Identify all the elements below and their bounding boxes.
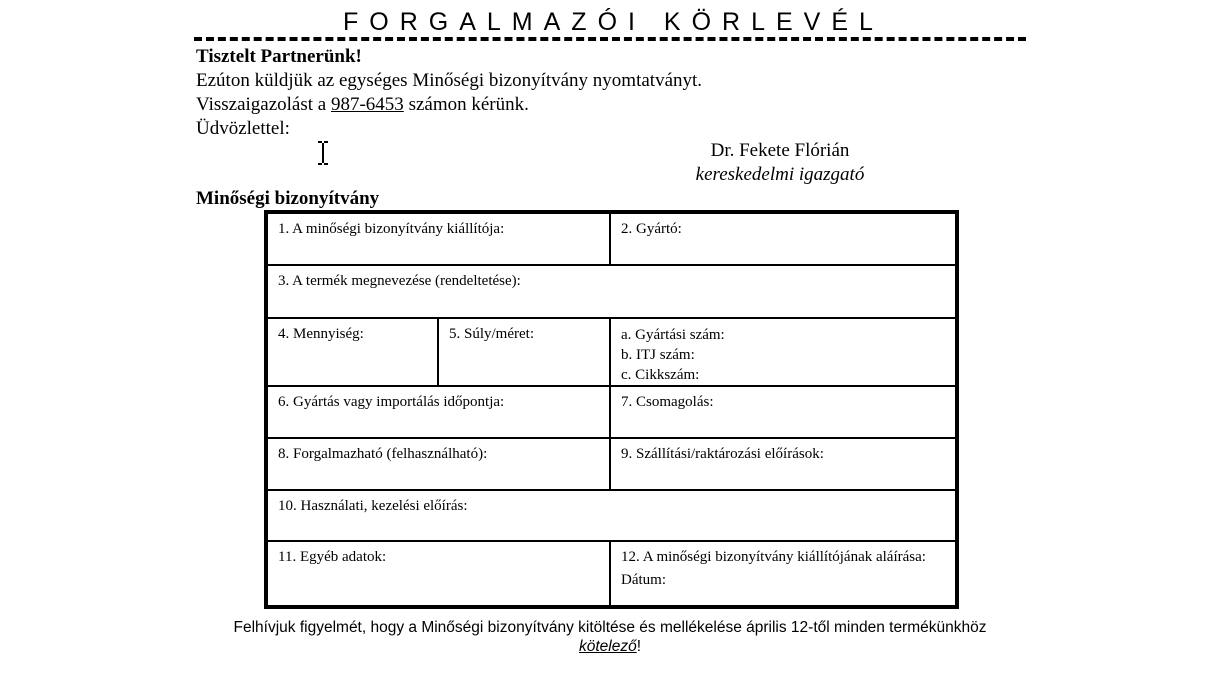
field-weight-size: 5. Súly/méret: bbox=[438, 318, 610, 386]
field-usage-instructions: 10. Használati, kezelési előírás: bbox=[266, 490, 957, 541]
signatory-name: Dr. Fekete Flórián bbox=[710, 140, 850, 161]
letter-line-2-prefix: Visszaigazolást a bbox=[196, 94, 331, 115]
field-manufacturer: 2. Gyártó: bbox=[610, 212, 957, 265]
letter-body bbox=[196, 45, 896, 141]
signatory-role: kereskedelmi igazgató bbox=[695, 164, 865, 185]
field-item-number: c. Cikkszám: bbox=[621, 367, 700, 383]
field-marketable: 8. Forgalmazható (felhasználható): bbox=[266, 438, 610, 490]
field-product-name: 3. A termék megnevezése (rendeltetése): bbox=[266, 265, 957, 318]
letter-line-2-suffix: számon kérünk. bbox=[403, 94, 529, 115]
header-divider bbox=[194, 37, 1026, 41]
field-packaging: 7. Csomagolás: bbox=[610, 386, 957, 438]
field-date: Dátum: bbox=[621, 572, 667, 588]
field-production-date: 6. Gyártás vagy importálás időpontja: bbox=[266, 386, 610, 438]
signature-block bbox=[650, 139, 910, 187]
letter-closing: Üdvözlettel: bbox=[196, 118, 290, 139]
notice-end: ! bbox=[636, 638, 642, 655]
field-identifiers bbox=[610, 318, 957, 386]
text-cursor-icon bbox=[316, 140, 330, 166]
letter-line-1: Ezúton küldjük az egységes Minőségi bizonyítvány nyomtatványt. bbox=[196, 70, 703, 91]
notice-line-1: Felhívjuk figyelmét, hogy a Minőségi bizonyítvány kitöltése és mellékelése április 12-től minden termékünkhöz bbox=[233, 619, 987, 636]
page-title: FORGALMAZÓI KÖRLEVÉL bbox=[343, 8, 884, 36]
field-itj-number: b. ITJ szám: bbox=[621, 347, 695, 363]
notice-text bbox=[190, 618, 1030, 656]
field-shipping-storage: 9. Szállítási/raktározási előírások: bbox=[610, 438, 957, 490]
notice-line-2 bbox=[190, 637, 1030, 656]
certificate-form bbox=[264, 210, 959, 609]
certificate-title: Minőségi bizonyítvány bbox=[196, 188, 380, 209]
letter-line-2 bbox=[196, 93, 896, 117]
notice-emphasis: kötelező bbox=[578, 638, 637, 655]
phone-number: 987-6453 bbox=[330, 94, 404, 115]
field-quantity: 4. Mennyiség: bbox=[266, 318, 438, 386]
field-signature-label: 12. A minőségi bizonyítvány kiállítójának aláírása: bbox=[621, 549, 926, 565]
letter-greeting: Tisztelt Partnerünk! bbox=[196, 46, 362, 67]
field-issuer: 1. A minőségi bizonyítvány kiállítója: bbox=[266, 212, 610, 265]
field-production-number: a. Gyártási szám: bbox=[621, 327, 725, 343]
field-other-data: 11. Egyéb adatok: bbox=[266, 541, 610, 607]
field-signature bbox=[610, 541, 957, 607]
